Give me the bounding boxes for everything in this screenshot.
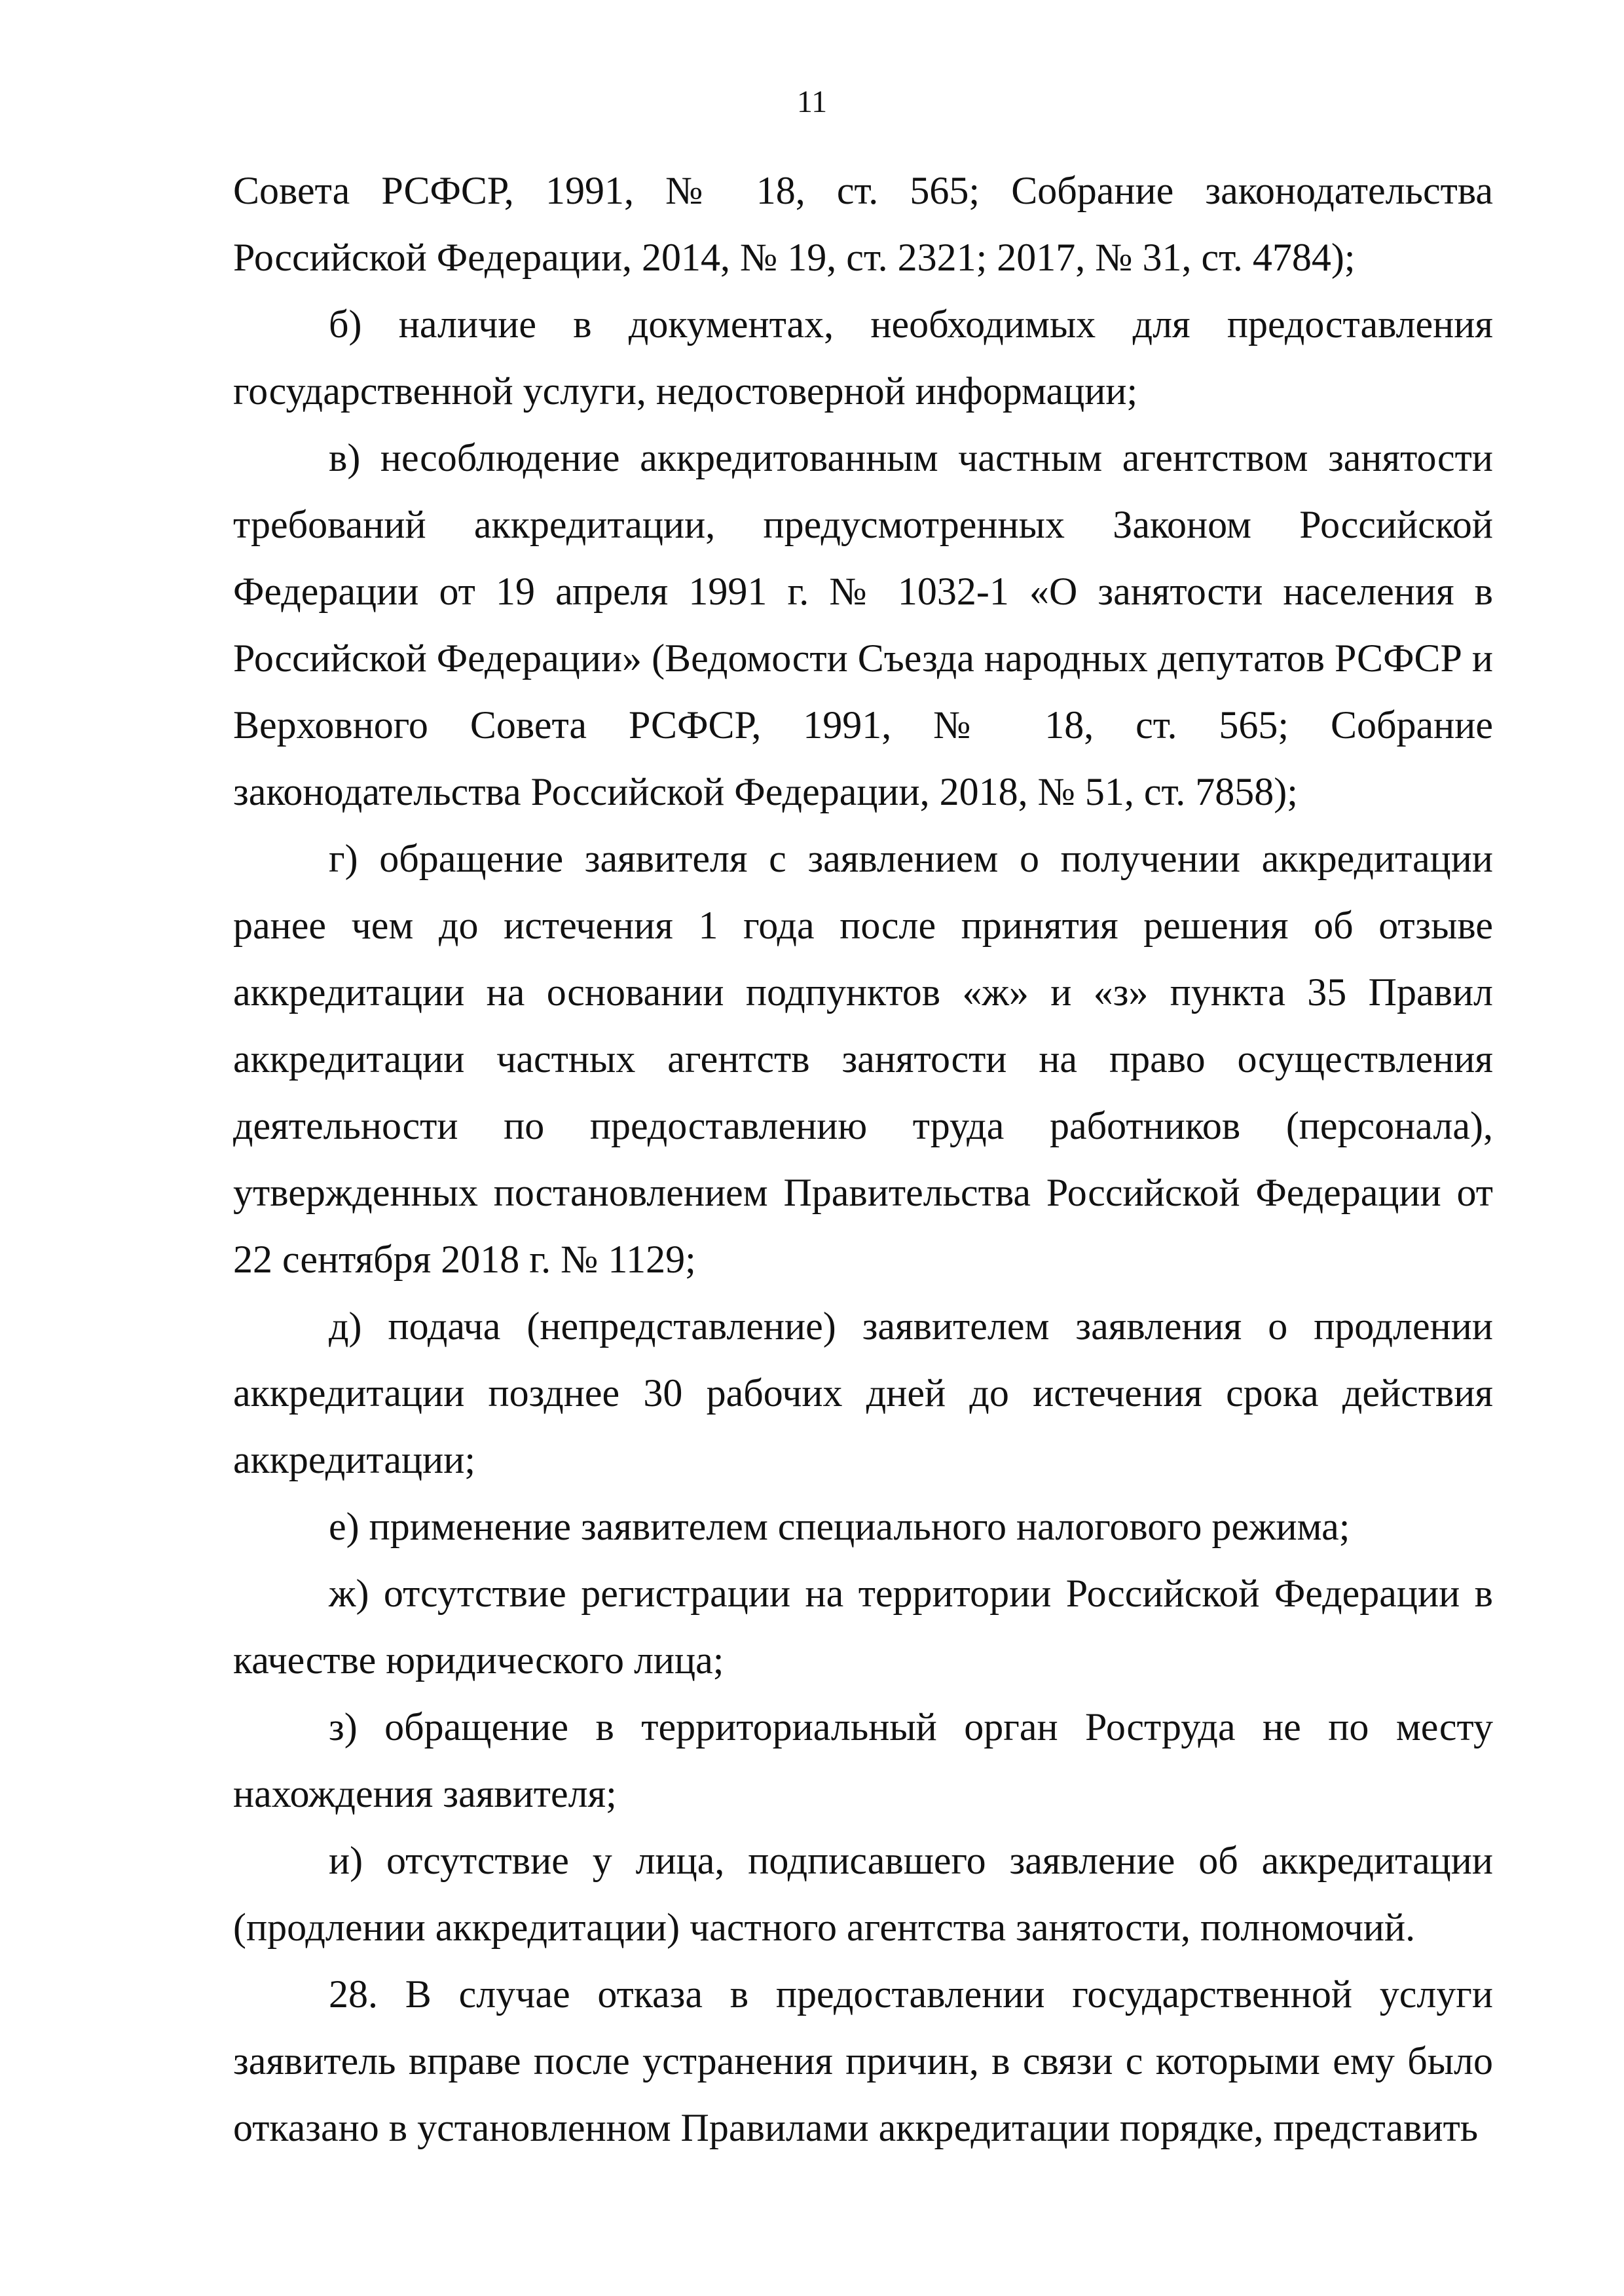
paragraph-item-b: б) наличие в документах, необходимых для предоставления государственной услуги, недостоверной информации; (233, 303, 1493, 413)
paragraph-item-d: д) подача (непредставление) заявителем заявления о продлении аккредитации позднее 30 рабочих дней до истечения срока действия аккредитации; (233, 1305, 1493, 1481)
page-number: 11 (796, 84, 828, 119)
paragraph-item-z: з) обращение в территориальный орган Роструда не по месту нахождения заявителя; (233, 1705, 1493, 1815)
document-body (233, 157, 1493, 2161)
paragraph-item-v: в) несоблюдение аккредитованным частным агентством занятости требований аккредитации, предусмотренных Законом Российской Федерации от 19 апреля 1991 г. № 1032-1 «О занятости населения в Российской Федерации» (Ведомости Съезда народных депутатов РСФСР и Верховного Совета РСФСР, 1991, № 18, ст. 565; Собрание законодательства Российской Федерации, 2018, № 51, ст. 7858); (233, 436, 1493, 813)
paragraph-item-i: и) отсутствие у лица, подписавшего заявление об аккредитации (продлении аккредитации) частного агентства занятости, полномочий. (233, 1839, 1493, 1949)
paragraph-item-g: г) обращение заявителя с заявлением о получении аккредитации ранее чем до истечения 1 года после принятия решения об отзыве аккредитации на основании подпунктов «ж» и «з» пункта 35 Правил аккредитации частных агентств занятости на право осуществления деятельности по предоставлению труда работников (персонала), утвержденных постановлением Правительства Российской Федерации от 22 сентября 2018 г. № 1129; (233, 837, 1493, 1281)
paragraph-continuation: Совета РСФСР, 1991, № 18, ст. 565; Собрание законодательства Российской Федерации, 2014, № 19, ст. 2321; 2017, № 31, ст. 4784); (233, 169, 1493, 279)
paragraph-item-e: е) применение заявителем специального налогового режима; (329, 1505, 1350, 1548)
paragraph-28: 28. В случае отказа в предоставлении государственной услуги заявитель вправе после устранения причин, в связи с которыми ему было отказано в установленном Правилами аккредитации порядке, представить (233, 1972, 1493, 2149)
paragraph-item-zh: ж) отсутствие регистрации на территории Российской Федерации в качестве юридического лица; (233, 1572, 1493, 1682)
